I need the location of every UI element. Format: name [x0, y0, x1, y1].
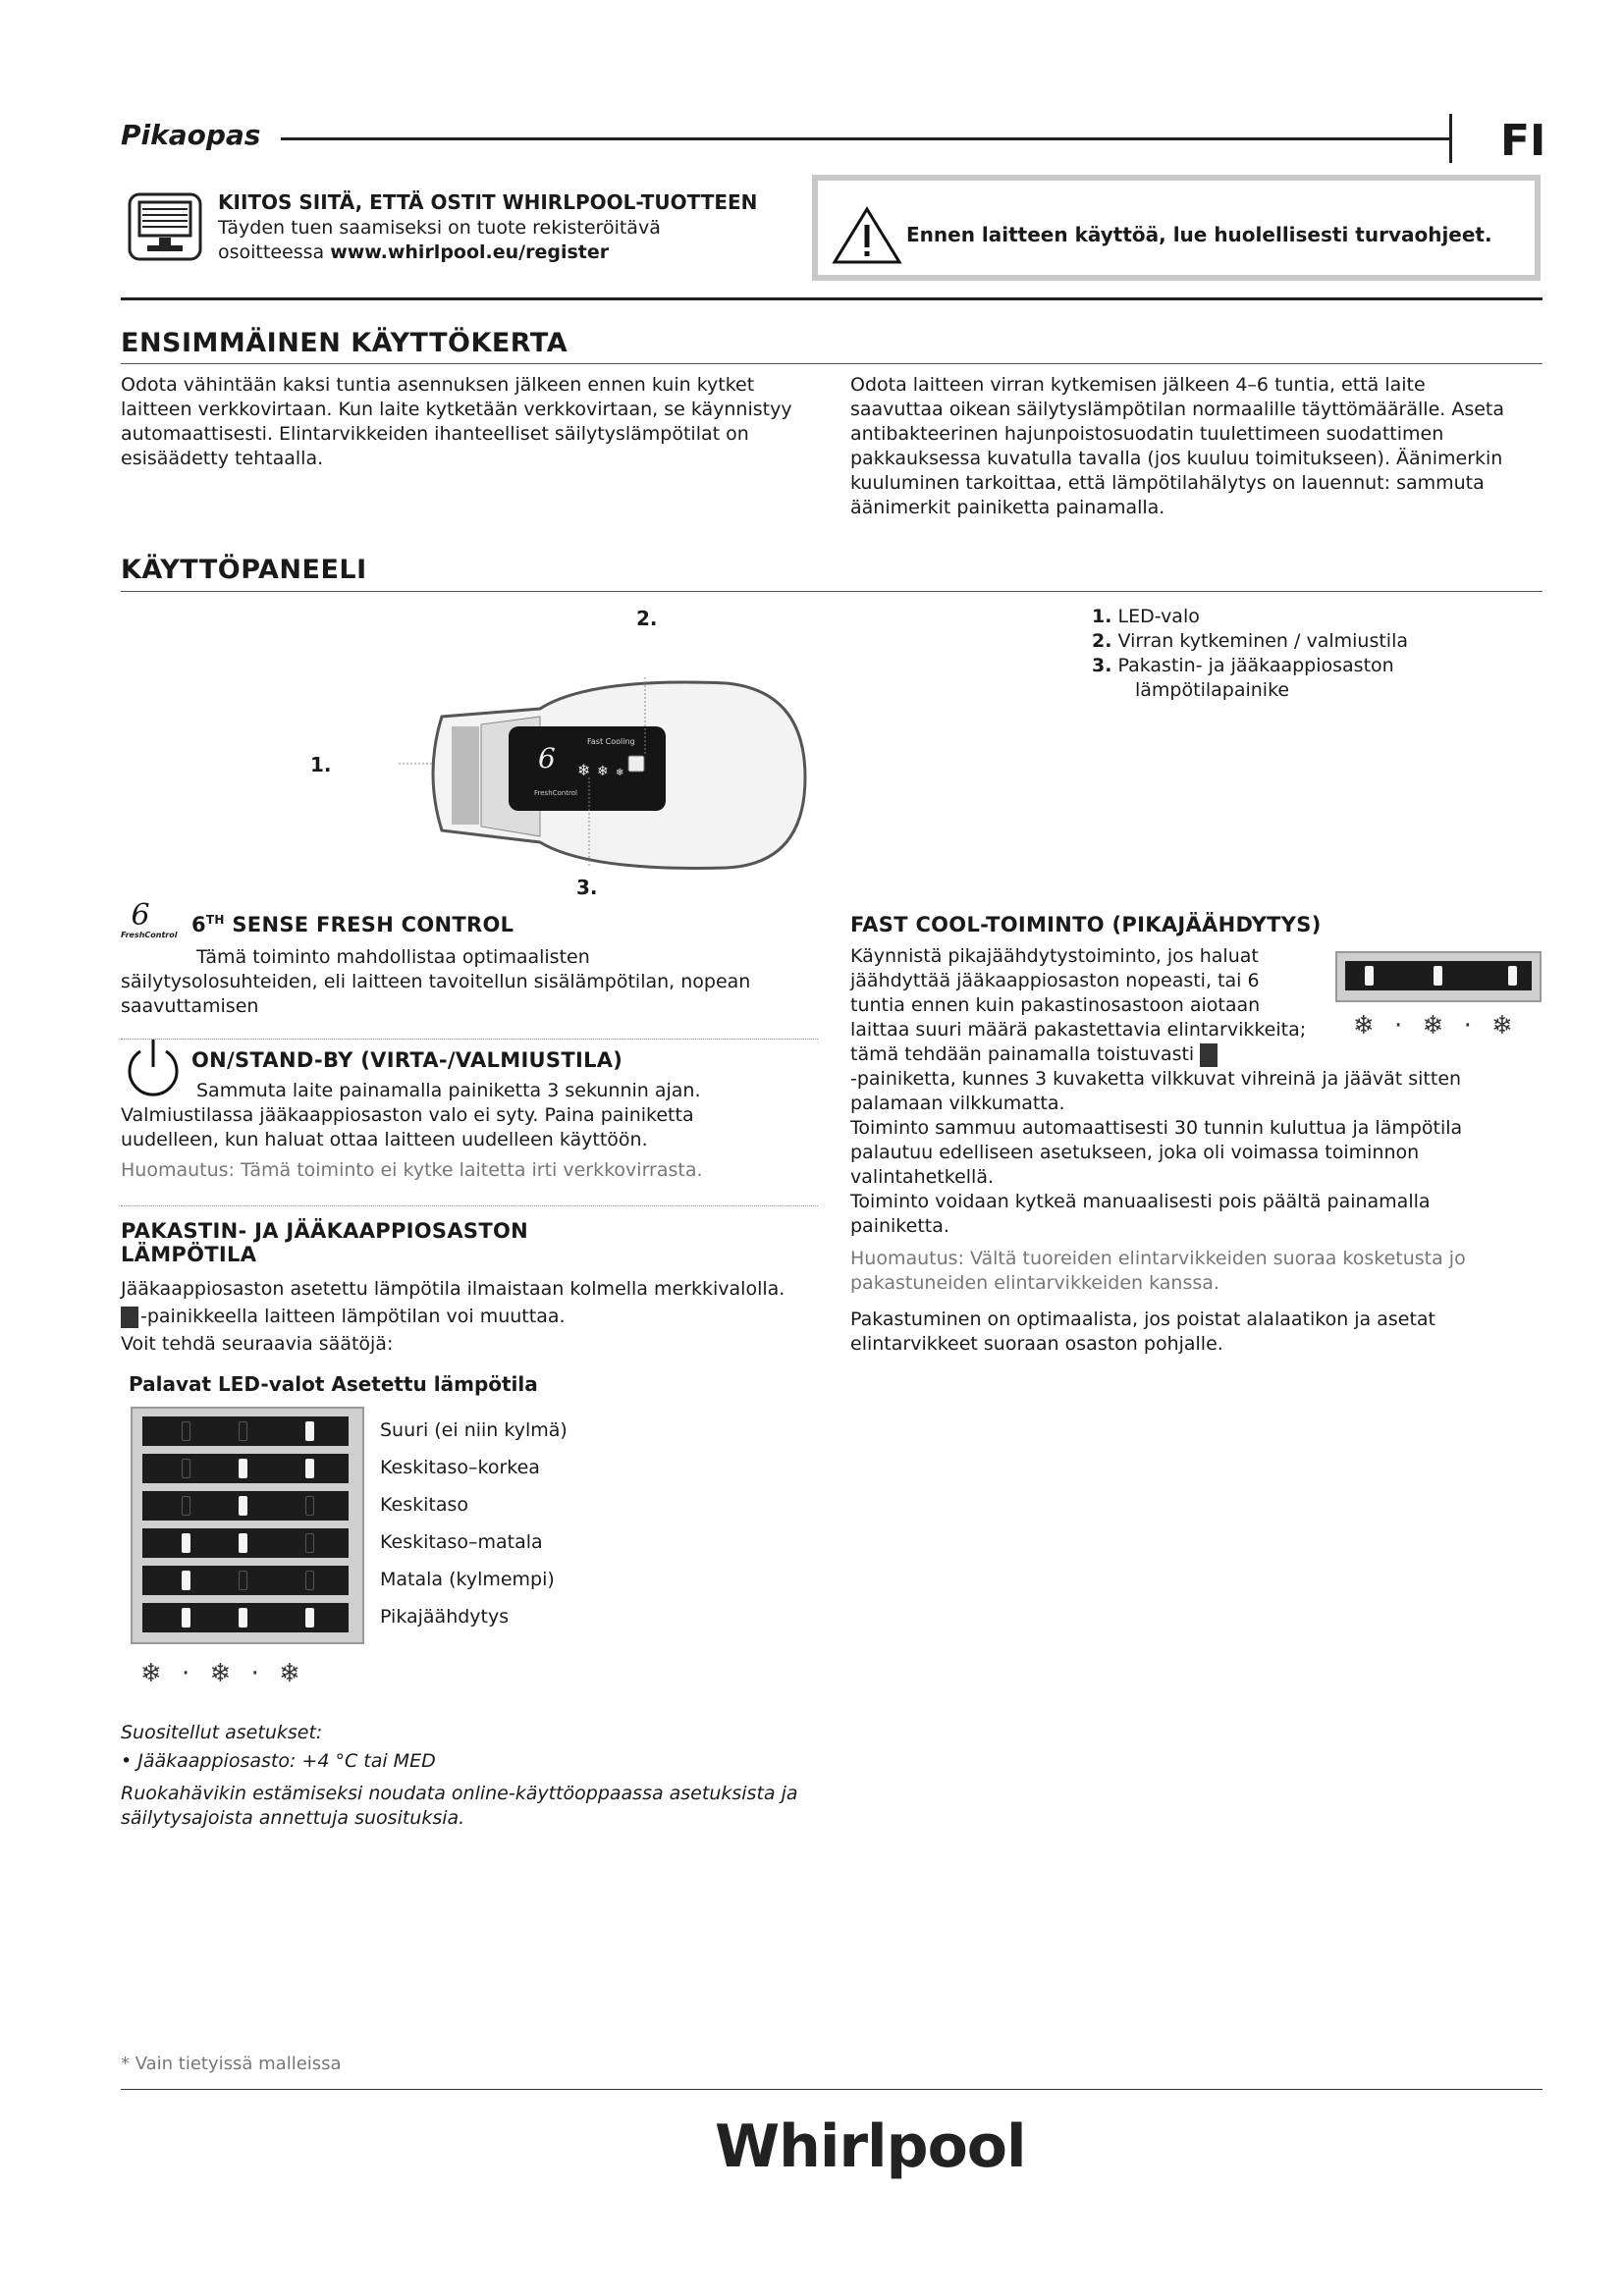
fastcool-led-panel — [1335, 951, 1542, 1002]
text-line: Käynnistä pikajäähdytystoiminto, jos haluat — [850, 945, 1259, 967]
first-use-left-text — [121, 373, 828, 471]
led-indicator — [239, 1608, 247, 1628]
section-separator — [121, 1205, 818, 1206]
legend-number: 2. — [1092, 630, 1112, 652]
led-indicator — [239, 1459, 247, 1478]
panel-legend — [1092, 605, 1524, 703]
control-panel-illustration — [295, 601, 844, 905]
sixth-sense-icon: 6 — [131, 898, 150, 933]
legend-number: 1. — [1092, 606, 1112, 627]
language-code: FI — [1500, 116, 1546, 166]
snowflake-icon: ❄ — [597, 764, 609, 779]
sixth-sense-title-text: SENSE FRESH CONTROL — [224, 913, 514, 936]
text-line: Voit tehdä seuraavia säätöjä: — [121, 1333, 394, 1355]
text-line: saavuttamisen — [121, 995, 259, 1017]
text-line: Tämä toiminto mahdollistaa optimaalisten — [196, 946, 590, 968]
legend-item — [1092, 629, 1524, 654]
note-text: Huomautus: Vältä tuoreiden elintarvikkeiden suoraa kosketusta jo — [850, 1248, 1466, 1269]
panel-caption: FreshControl — [534, 789, 577, 797]
recommended-settings — [121, 1721, 828, 1831]
temp-title — [121, 1219, 528, 1266]
thanks-line — [218, 240, 609, 265]
header-rule — [281, 137, 1449, 140]
setting-label: Matala (kylmempi) — [380, 1569, 555, 1590]
panel-fast-cooling-label: Fast Cooling — [587, 737, 635, 746]
setting-label: Keskitaso — [380, 1494, 468, 1516]
led-indicator — [182, 1496, 190, 1516]
warning-triangle-icon — [832, 206, 902, 269]
legend-text: Virran kytkeminen / valmiustila — [1117, 630, 1408, 652]
text-line — [121, 1305, 828, 1329]
fastcool-title: FAST COOL-TOIMINTO (PIKAJÄÄHDYTYS) — [850, 913, 1322, 936]
snowflake-icon: ❄ — [616, 768, 624, 778]
text-line: antibakteerinen hajunpoistosuodatin tuulettimeen suodattimen — [850, 423, 1444, 445]
register-link[interactable]: www.whirlpool.eu/register — [330, 241, 610, 263]
text-line: jäähdyttää jääkaappiosaston nopeasti, tai 6 — [850, 970, 1260, 991]
first-use-right-text — [850, 373, 1543, 520]
text-line: Jääkaappiosaston asetettu lämpötila ilmaistaan kolmella merkkivalolla. — [121, 1278, 785, 1300]
text-line: -painiketta, kunnes 3 kuvaketta vilkkuvat vihreinä ja jäävät sitten — [850, 1068, 1462, 1090]
warning-text: Ennen laitteen käyttöä, lue huolellisesti turvaohjeet. — [906, 223, 1492, 246]
section-separator — [121, 1039, 818, 1040]
text-line: saavuttaa oikean säilytyslämpötilan normaalille täyttömäärälle. Aseta — [850, 399, 1505, 420]
thanks-prefix: osoitteessa — [218, 241, 331, 263]
led-row — [142, 1491, 349, 1521]
recommended-note: Ruokahävikin estämiseksi noudata online-käyttöoppaassa asetuksista ja — [121, 1783, 798, 1804]
setting-label: Pikajäähdytys — [380, 1606, 510, 1628]
legend-item — [1092, 654, 1524, 678]
fastcool-button-icon — [1200, 1043, 1218, 1067]
led-row — [142, 1528, 349, 1558]
sixth-sense-number: 6 — [191, 913, 206, 936]
led-indicator — [239, 1421, 247, 1441]
text-line: kuuluminen tarkoittaa, että lämpötilahälytys on lauennut: sammuta — [850, 472, 1485, 494]
text-line: laitteen verkkovirtaan. Kun laite kytketään verkkovirtaan, se käynnistyy — [121, 399, 792, 420]
led-indicator — [305, 1571, 314, 1590]
monitor-icon — [128, 192, 202, 261]
legend-text: LED-valo — [1117, 606, 1200, 627]
whirlpool-logo: Whirlpool — [715, 2112, 1026, 2181]
callout-1: 1. — [310, 753, 332, 776]
onoff-title: ON/STAND-BY (VIRTA-/VALMIUSTILA) — [191, 1048, 623, 1072]
led-indicator — [182, 1459, 190, 1478]
recommended-item: • Jääkaappiosasto: +4 °C tai MED — [121, 1750, 436, 1772]
led-indicator — [1434, 966, 1442, 986]
text-line: laittaa suuri määrä pakastettavia elintarvikkeita; — [850, 1019, 1307, 1041]
sixth-sense-superscript: TH — [205, 913, 225, 927]
fastcool-text — [850, 944, 1543, 1357]
text-line: Toiminto sammuu automaattisesti 30 tunnin kuluttua ja lämpötila — [850, 1117, 1463, 1139]
fresh-control-caption: FreshControl — [121, 931, 178, 939]
legend-number: 3. — [1092, 655, 1112, 676]
led-indicator — [305, 1608, 314, 1628]
tip-text: Pakastuminen on optimaalista, jos poistat alalaatikon ja asetat — [850, 1308, 1436, 1330]
fastcool-line-text: tämä tehdään painamalla toistuvasti — [850, 1043, 1195, 1065]
text-line: palamaan vilkkumatta. — [850, 1093, 1065, 1114]
led-row — [142, 1566, 349, 1595]
led-indicator — [182, 1608, 190, 1628]
text-line: esisäädetty tehtaalla. — [121, 448, 324, 469]
led-indicator — [182, 1533, 190, 1553]
text-line: Odota laitteen virran kytkemisen jälkeen 4–6 tuntia, että laite — [850, 374, 1426, 396]
safety-warning-box — [812, 175, 1541, 281]
footer-rule — [121, 2089, 1543, 2090]
section-rule — [121, 297, 1543, 300]
footnote: * Vain tietyissä malleissa — [121, 2054, 342, 2074]
led-indicator — [1365, 966, 1374, 986]
led-indicator — [305, 1533, 314, 1553]
temp-text — [121, 1277, 828, 1357]
setting-label: Keskitaso–matala — [380, 1531, 543, 1553]
legend-item — [1092, 605, 1524, 629]
onoff-text — [121, 1079, 818, 1183]
text-line: pakkauksessa kuvatulla tavalla (jos kuuluu toimitukseen). Äänimerkin — [850, 448, 1503, 469]
text-line: Sammuta laite painamalla painiketta 3 sekunnin ajan. — [196, 1080, 701, 1101]
led-indicator — [182, 1421, 190, 1441]
header-divider — [1449, 114, 1452, 163]
callout-3: 3. — [576, 876, 598, 899]
text-line: valintahetkellä. — [850, 1166, 995, 1188]
section-title-first-use: ENSIMMÄINEN KÄYTTÖKERTA — [121, 328, 568, 358]
sixth-sense-text — [121, 945, 818, 1019]
led-row — [142, 1416, 349, 1446]
temp-title-line: LÄMPÖTILA — [121, 1243, 257, 1266]
section-underline — [121, 363, 1543, 364]
text-line: Valmiustilassa jääkaappiosaston valo ei syty. Paina painiketta — [121, 1104, 694, 1126]
setting-label: Keskitaso–korkea — [380, 1457, 540, 1478]
temp-line-text: -painikkeella laitteen lämpötilan voi muuttaa. — [140, 1306, 566, 1327]
text-line: äänimerkit painiketta painamalla. — [850, 497, 1165, 518]
text-line: automaattisesti. Elintarvikkeiden ihanteelliset säilytyslämpötilat on — [121, 423, 749, 445]
text-line: Odota vähintään kaksi tuntia asennuksen jälkeen ennen kuin kytket — [121, 374, 755, 396]
led-indicator — [305, 1496, 314, 1516]
text-line: uudelleen, kun haluat ottaa laitteen uudelleen käyttöön. — [121, 1129, 648, 1150]
recommended-note: säilytysajoista annettuja suosituksia. — [121, 1807, 465, 1829]
setting-label: Suuri (ei niin kylmä) — [380, 1419, 568, 1441]
tip-text: elintarvikkeet suoraan osaston pohjalle. — [850, 1333, 1223, 1355]
thanks-line: Täyden tuen saamiseksi on tuote rekisteröitävä — [218, 217, 661, 239]
note-text: pakastuneiden elintarvikkeiden kanssa. — [850, 1272, 1219, 1294]
led-indicator — [239, 1571, 247, 1590]
led-indicator — [239, 1496, 247, 1516]
guide-title: Pikaopas — [121, 119, 261, 151]
temp-button-icon — [121, 1307, 138, 1328]
text-line — [850, 1042, 1543, 1067]
text-line: tuntia ennen kuin pakastinosastoon aiotaan — [850, 994, 1261, 1016]
text-line: Toiminto voidaan kytkeä manuaalisesti pois päältä painamalla — [850, 1191, 1431, 1212]
text-line: painiketta. — [850, 1215, 949, 1237]
led-indicator — [182, 1571, 190, 1590]
sixth-sense-panel-icon: 6 — [538, 742, 556, 774]
led-row — [142, 1603, 349, 1632]
section-underline — [121, 591, 1543, 592]
text-line: palautuu edelliseen asetukseen, joka oli voimassa toiminnon — [850, 1142, 1420, 1163]
led-setting-labels — [380, 1418, 568, 1642]
temp-title-line: PAKASTIN- JA JÄÄKAAPPIOSASTON — [121, 1219, 528, 1243]
sixth-sense-title — [191, 913, 514, 936]
recommended-title: Suositellut asetukset: — [121, 1722, 323, 1743]
led-indicator — [305, 1421, 314, 1441]
fastcool-snowflake-icons: ❄ · ❄ · ❄ — [1353, 1011, 1519, 1041]
text-line: säilytysolosuhteiden, eli laitteen tavoitellun sisälämpötilan, nopean — [121, 971, 751, 992]
callout-2: 2. — [636, 607, 658, 630]
led-settings-panel — [131, 1407, 364, 1644]
note-text: Huomautus: Tämä toiminto ei kytke laitetta irti verkkovirrasta. — [121, 1159, 703, 1181]
thanks-title: KIITOS SIITÄ, ETTÄ OSTIT WHIRLPOOL-TUOTTEEN — [218, 190, 758, 214]
legend-item-continuation: lämpötilapainike — [1135, 679, 1290, 701]
legend-text: Pakastin- ja jääkaappiosaston — [1117, 655, 1394, 676]
led-table-header: Palavat LED-valot Asetettu lämpötila — [129, 1372, 538, 1396]
led-indicator — [239, 1533, 247, 1553]
led-indicator — [305, 1459, 314, 1478]
led-row — [1345, 961, 1532, 990]
led-indicator — [1508, 966, 1517, 986]
led-snowflake-icons: ❄ · ❄ · ❄ — [140, 1659, 306, 1688]
snowflake-icon: ❄ — [577, 761, 591, 779]
section-title-control-panel: KÄYTTÖPANEELI — [121, 555, 367, 585]
led-row — [142, 1454, 349, 1483]
